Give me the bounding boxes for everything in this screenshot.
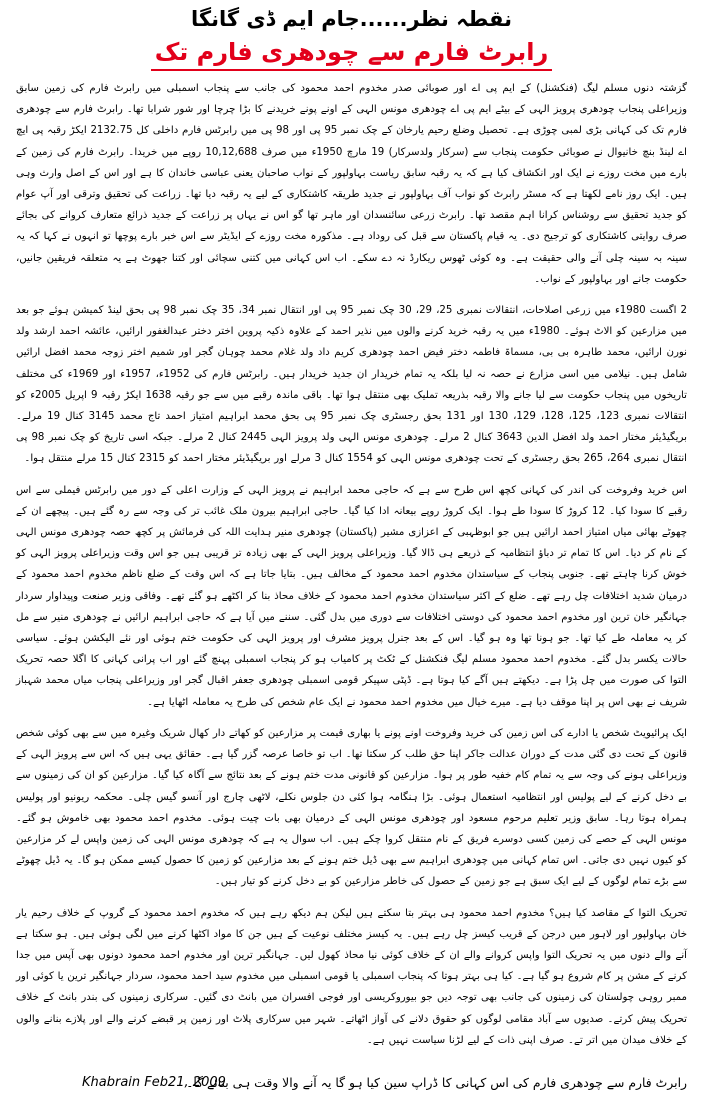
article-body <box>16 78 687 1051</box>
article-paragraph-5: تحریک التوا کے مقاصد کیا ہیں؟ مخدوم احمد محمود ہی بہتر بتا سکتے ہیں لیکن ہم دیکھ رہے ہیں کہ مخدوم احمد محمود کے گروپ کے خلاف رحیم یار خان بہاولپور اور لاہور میں درجن کے قریب کیسز چل رہے ہیں۔ یہ کیسز مختلف نوعیت کے ہیں جن کا مواد اکٹھا کرنے میں لگی ہوئی ہیں۔ ہو سکتا ہے آنے والے دنوں میں یہ تحریک التوا واپس کروانے والے ان کے خلاف کوئی نیا محاذ کھول لیں۔ جہانگیر ترین اور مخدوم احمد محمود دونوں بھی آپس میں جدا کرنے کے مشن پر کام شروع ہو گیا ہے۔ کیا ہی بہتر ہوتا کہ پنجاب اسمبلی یا قومی اسمبلی میں مخدوم سید احمد محمود، سردار جہانگیر ترین یا کوئی اور ممبر روہی چولستان کی زمینوں کی جانب بھی توجہ دیں جو بیوروکریسی اور فوجی افسران میں بانٹ دی گئیں۔ سرکاری زمینوں کی بندر بانٹ کے خلاف تحریک پیش کرتے۔ صدیوں سے آباد مقامی لوگوں کو حقوق دلانے کی آواز اٹھاتے۔ شہر میں سرکاری پلاٹ اور زمین پر قبضے کرنے والے اور پلازے بنانے والوں کے خلاف میدان میں اتر تے۔ صرف اپنی ذات کے لیے لڑنا سیاست نہیں ہے۔ <box>16 907 687 1046</box>
closing-line: رابرٹ فارم سے چودھری فارم کی اس کہانی کا ڈراپ سین کیا ہو گا یہ آنے والا وقت ہی بتائے گا۔ <box>186 1075 687 1090</box>
article-paragraph-4: ایک پرائیویٹ شخص یا ادارے کی اس زمین کی خرید وفروخت اونے پونے یا بھاری قیمت پر مزارعین کو کھاتے دار کھال شریک وغیرہ میں سے بھی کوئی شخص قانون کے تحت دی گئی مدت کے دوران عدالت جاکر اپنا حق طلب کر سکتا تھا۔ اب تو خاصا عرصہ گزر گیا ہے۔ حقائق یہی ہیں کہ اس سے پرویز الہی کے وزیراعلی ہونے کی وجہ سے یہ تمام کام خفیہ طور پر ہوا۔ مزارعین کو قانونی مدت ختم ہونے کے بعد نتائج سے آگاہ کیا گیا۔ مزارعین کو ان کی زمینوں سے بے دخل کرنے کے لیے پولیس اور انتظامیہ استعمال ہوئی۔ بڑا ہنگامہ ہوا کئی دن جلوس نکلے، لاٹھی چارج اور آنسو گیس چلی۔ محکمہ ریونیو اور پولیس ہمراہ ہوتا رہا۔ سابق وزیر تعلیم مرحوم مسعود اور چودھری مونس الہی کے درمیان بھی بات چیت ہوئی۔ مخدوم احمد محمود بھی خاموش ہو گئے۔ مونس الہی کے حصے کی زمین کسی دوسرے فریق کے نام منتقل کروا چکے ہیں۔ اب سوال یہ ہے کہ چودھری مونس الہی کی زمین واپس لے کر مزارعین کو کیوں نہیں دی جاتی۔ اس تمام کہانی میں چودھری ابراہیم سے بھی ڈیل ختم ہونے کے بعد مزارعین کو زمین کا حصول کیسے ممکن ہو گا۔ یہ ڈیل چھوٹے سے بڑے تمام لوگوں کے لیے ایک سبق ہے جو زمین کے حصول کی خاطر مزارعین کو بے دخل کرنے کو تیار ہیں۔ <box>16 727 687 888</box>
article-headline: رابرٹ فارم سے چودھری فارم تک <box>151 36 553 71</box>
column-kicker: نقطہ نظر......جام ایم ڈی گانگا <box>191 7 512 31</box>
article-paragraph-1: گزشتہ دنوں مسلم لیگ (فنکشنل) کے ایم پی اے اور صوبائی صدر مخدوم احمد محمود کی جانب سے پنجاب اسمبلی میں رابرٹ فارم کی زمین سابق وزیراعلی پنجاب چودھری پرویز الہی کے بیٹے ایم پی اے چودھری مونس الہی کے اونے پونے خریدنے کا بڑا چرچا اور شور شرابا تھا۔ رابرٹ فارم سے چودھری فارم تک کی کہانی بڑی لمبی چوڑی ہے۔ تحصیل وضلع رحیم یارخان کے چک نمبر 95 پی اور 98 پی میں رابرٹس فارم داخلی کل 2132.75 ایکڑ رقبہ پی ایچ اے لینڈ بنچ خانیوال نے صوبائی حکومت پنجاب سے (سرکار ولدسرکار) 19 مارچ 1950ء میں صرف 10,12,688 روپے میں خریدا۔ رابرٹ فارم کی زمین کے بارے میں مخت روزے نے ایک اور انکشاف کیا ہے کہ یہ رقبہ سابق ریاست بہاولپور کے نواب صاحبان یعنی عباسی خاندان کا ہے اور اس کے اصل وارث وہی ہیں۔ ایک روز نامے لکھتا ہے کہ مسٹر رابرٹ کو نواب آف بہاولپور نے جدید طریقہ کاشتکاری کے لیے یہ رقبہ دیا تھا۔ زراعت کی تحقیق وترقی اور آپ عوام کو جدید تحقیق سے روشناس کرانا اہم مقصد تھا۔ رابرٹ زرعی سائنسدان اور ماہر تھا گو اس نے یہاں پر زراعت کے جدید ذرائع متعارف کروانے کی بجائے صرف روایتی کاشتکاری کو ترجیح دی۔ یہ قیام پاکستان سے قبل کی روداد ہے۔ مذکورہ مخت روزے کے ایڈیٹر سے اس خبر بارے پوچھا تو انہوں نے کہا کہ یہ سینہ بہ سینہ چلی آنے والی حقیقت ہے۔ وہ کوئی ٹھوس ریکارڈ نہ دے سکے۔ اب اس کہانی میں کتنی سچائی اور کتنا جھوٹ ہے یہ متعلقہ فریقین جانیں، حکومت جانے اور بہاولپور کے نواب۔ <box>16 83 688 285</box>
headline-container <box>16 36 687 74</box>
article-paragraph-3: اس خرید وفروخت کی اندر کی کہانی کچھ اس طرح سے ہے کہ حاجی محمد ابراہیم نے پرویز الہی کے وزارت اعلی کے دور میں رابرٹس فیملی سے اس رقبے کا سودا کیا۔ 12 کروڑ کا سودا طے ہوا۔ ایک کروڑ روپے بیعانہ ادا کیا گیا۔ حاجی ابراہیم بیرون ملک غائب تر کی وجہ سے رہ گئے ہیں۔ پیچھے ان کے چھوٹے بھائی میاں امتیاز احمد ارائیں ہیں جو ابوظہبی کے اعزازی مشیر (پاکستان) چودھری منیر ہدایت اللہ کی فرمائش پر کچھ حصہ چودھری مونس الہی کے نام کر دیا۔ اس کا تمام تر دباؤ انتظامیہ کے ذریعے ہی ڈالا گیا۔ وزیراعلی پرویز الہی کے بھی زیادہ تر قریبی ہیں جو اس وقت وزیراعلی پرویز الہی کو خوش کرنا چاہتے تھے۔ جنوبی پنجاب کے سیاستدان مخدوم احمد محمود کے مخالف ہیں۔ بتایا جاتا ہے کہ اس وقت کے ضلع ناظم مخدوم احمد محمود کے درمیان شدید اختلافات چل رہے تھے۔ ضلع کے اکثر سیاستدان مخدوم احمد محمود کے خلاف محاذ بنا کر اکٹھے ہو گئے تھے۔ وفاقی وزیر صنعت وپیداوار سردار جہانگیر خان ترین اور مخدوم احمد محمود کی دوستی اختلافات سے دوری میں بدل گئی۔ سننے میں آیا ہے کہ حاجی ابراہیم ارائیں نے چودھری منیر سے مل کر یہ معاملہ طے کیا تھا۔ جو ہونا تھا وہ ہو گیا۔ اس کے بعد جنرل پرویز مشرف اور پرویز الہی کی حکومت ختم ہوئی اور نئے الیکشن ہوئے۔ سیاسی حالات یکسر بدل گئے۔ مخدوم احمد محمود مسلم لیگ فنکشنل کے ٹکٹ پر کامیاب ہو کر پنجاب اسمبلی پہنچ گئے اور اب پرانی کہانی کا اگلا حصہ تحریک التوا کی صورت میں چل پڑا ہے۔ دیکھتے ہیں آگے کیا ہوتا ہے۔ ڈپٹی سپیکر قومی اسمبلی چودھری جعفر اقبال گجر اور وزیراعلی پنجاب میاں محمد شہباز شریف نے بھی اس پر اپنا موقف دیا ہے۔ میرے خیال میں مخدوم احمد محمود نے ایک عام شخص کی طرح یہ معاملہ اٹھایا ہے۔ <box>16 484 687 708</box>
article-footer <box>16 1073 687 1095</box>
source-credit: Khabrain Feb21, 2009 <box>82 1075 226 1090</box>
article-paragraph-2: 2 اگست 1980ء میں زرعی اصلاحات، انتقالات نمبری 25، 29، 30 چک نمبر 95 پی اور انتقال نمبر 34، 35 چک نمبر 98 پی بحق لینڈ کمیشن ہوئے جو بعد میں مزارعین کو الاٹ ہوئے۔ 1980ء میں یہ رقبہ خرید کرنے والوں میں نذیر احمد کے علاوہ ذکیہ پروین اختر دختر عبدالغفور ارائیں، عائشہ احمد ارشد ولد نورن ارائیں، محمد طاہرہ بی بی، مسماۃ فاطمہ دختر فیض احمد چودھری کریم داد ولد غلام محمد چوہان گجر اور شمیم اختر زوجہ محمد افضل ارائیں شامل ہیں۔ نیلامی میں اسی مزارع نے حصہ نہ لیا بلکہ یہ تمام خریدار ان جدید خریدار ہیں۔ رابرٹس فارم کی 1952ء، 1957ء اور 1969ء کی مختلف تاریخوں میں پنجاب حکومت سے لیا جانے والا رقبہ بذریعہ تملیک بھی منتقل ہوا تھا۔ باقی ماندہ رقبے میں سے جو رقبہ 1638 ایکڑ رقبہ 9 اپریل 2005ء کو انتقالات نمبری 123، 125، 128، 129، 130 اور 131 بحق رجسٹری چک نمبر 95 پی بحق محمد ابراہیم امتیاز احمد تاج محمد 3145 کنال 19 مرلے۔ بریگیڈیئر مختار احمد ولد افضل الدین 3643 کنال 2 مرلے۔ چودھری مونس الہی ولد پرویز الہی 2445 کنال 2 مرلے۔ جبکہ اسی تاریخ کو چک نمبر 98 پی انتقال نمبری 264، 265 بحق رجسٹری کے تحت چودھری مونس الہی کو 1554 کنال 3 مرلے اور بریگیڈیئر مختار احمد کو 2315 کنال 15 مرلے منتقل ہوا۔ <box>16 305 688 465</box>
